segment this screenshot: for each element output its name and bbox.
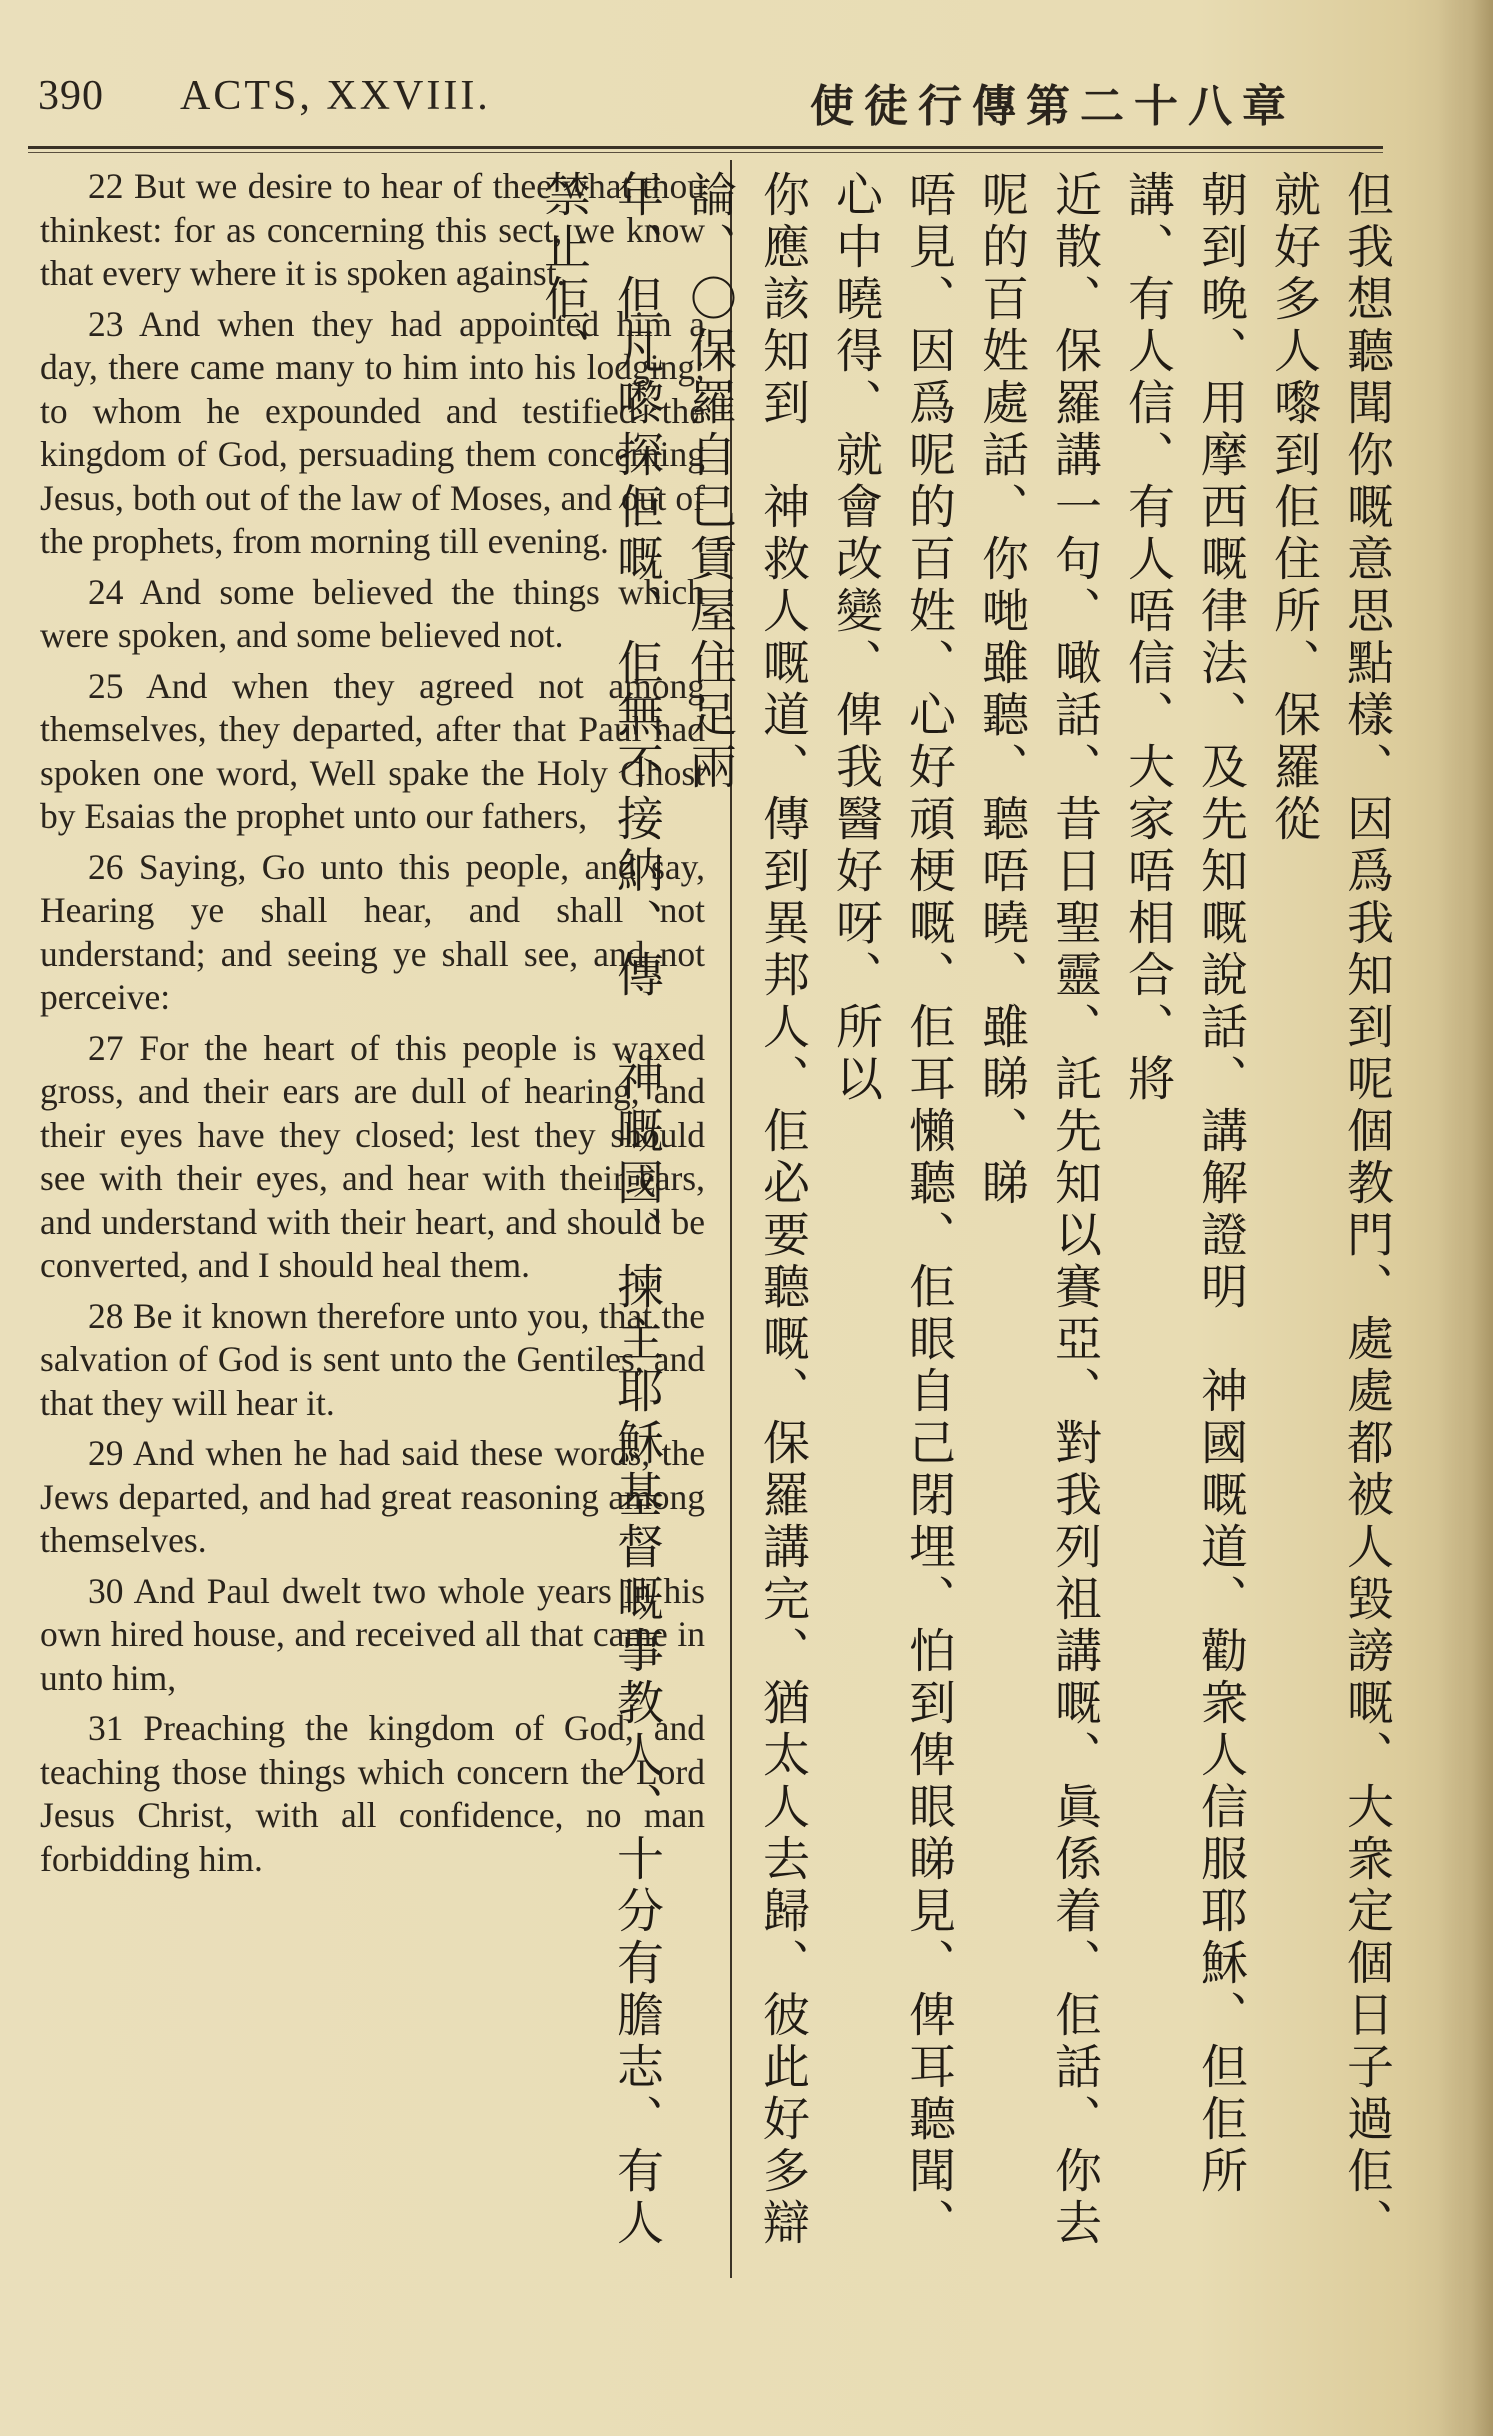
verse-text: Preaching the kingdom of God, and teaching those things which concern the Lord Jesus Christ, with all confidence, no man forbidding him. — [40, 1708, 706, 1879]
verse-number: 30 — [88, 1570, 124, 1611]
chinese-column-line: 但我想聽聞你嘅意思點樣、因爲我知到呢個教門、處處都被人毀謗嘅、大衆定個日子過佢、就好多人嚟到佢住所、保羅從 — [1266, 170, 1394, 2250]
verse-text: And when they agreed not among themselves, they departed, after that Paul had spoken one word, Well spake the Holy Ghost by Esaias the prophet unto our fathers, — [40, 665, 705, 836]
chinese-text-column — [536, 170, 1403, 2280]
verse-number: 26 — [88, 846, 124, 887]
verse-number: 27 — [88, 1027, 124, 1068]
verse-text: For the heart of this people is waxed gross, and their ears are dull of hearing, and their eyes have they closed; lest they should see with their eyes, and hear with their ears, and understand with their heart, and should be converted, and I should heal them. — [40, 1027, 706, 1285]
running-title: ACTS, XXVIII. — [180, 73, 491, 119]
chinese-column-line: 近散、保羅講一句、噉話、昔日聖靈、託先知以賽亞、對我列祖講嘅、眞係着、佢話、你去呢的百姓處話、你哋雖聽、聽唔曉、雖睇、睇 — [974, 170, 1102, 2250]
verse-text: And when they had appointed him a day, there came many to him into his lodging; to whom he expounded and testified the kingdom of God, persuading them concerning Jesus, both out of the law of Moses, and out of the prophets, from morning till evening. — [40, 303, 705, 561]
verse-number: 23 — [88, 303, 124, 344]
verse-number: 25 — [88, 665, 124, 706]
verse-text: But we desire to hear of thee what thou thinkest: for as concerning this sect, we know that every where it is spoken against. — [40, 166, 706, 293]
chinese-column-line: 朝到晚、用摩西嘅律法、及先知嘅說話、講解證明 神國嘅道、勸衆人信服耶穌、但佢所講、有人信、有人唔信、大家唔相合、將 — [1120, 170, 1248, 2198]
chinese-column-line: 唔見、因爲呢的百姓、心好頑梗嘅、佢耳懶聽、佢眼自己閉埋、怕到俾眼睇見、俾耳聽聞、心中曉得、就會改變、俾我醫好呀、所以 — [828, 170, 956, 2250]
verse-text: And some believed the things which were spoken, and some believed not. — [40, 571, 705, 655]
chinese-column-line: 你應該知到 神救人嘅道、傳到異邦人、佢必要聽嘅、保羅講完、猶太人去歸、彼此好多辯論、〇保羅自己賃屋住足兩 — [682, 170, 810, 2250]
chinese-column-line: 年、但凡嚟探佢嘅、佢無不接納、傳 神嘅國、揀主耶穌基督嘅事教人、十分有膽志、有人禁止佢、 — [536, 170, 664, 2250]
chinese-chapter-title: 使徒行傳第二十八章 — [810, 81, 1296, 132]
header-rule — [28, 146, 1383, 149]
verse-number: 24 — [88, 571, 124, 612]
page-header — [0, 0, 1493, 150]
verse-text: And Paul dwelt two whole years in his own hired house, and received all that came in unto him, — [40, 1570, 705, 1698]
verse-number: 29 — [88, 1433, 124, 1473]
verse-number: 28 — [88, 1295, 124, 1336]
page-gutter-shadow — [1438, 0, 1493, 2436]
verse-number: 22 — [88, 166, 124, 206]
verse-text: Be it known therefore unto you, that the salvation of God is sent unto the Gentiles, and that they will hear it. — [40, 1295, 705, 1423]
page-number: 390 — [38, 73, 104, 119]
verse-number: 31 — [88, 1708, 124, 1748]
verse-text: Saying, Go unto this people, and say, Hearing ye shall hear, and shall not understand; and seeing ye shall see, and not perceive: — [40, 846, 705, 1017]
verse-text: And when he had said these words, the Jews departed, and had great reasoning among themselves. — [40, 1433, 705, 1560]
